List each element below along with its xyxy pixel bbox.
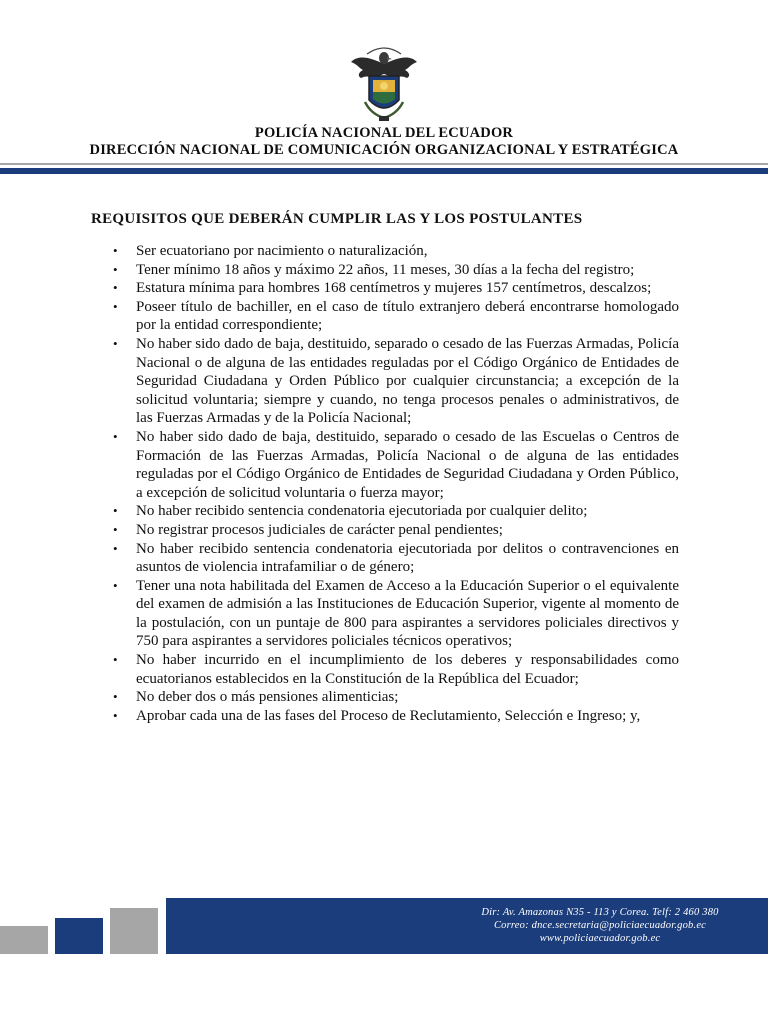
requirement-item	[91, 707, 679, 726]
requirement-text: No deber dos o más pensiones alimenticias;	[136, 689, 399, 706]
bullet-icon: •	[113, 689, 118, 705]
requirement-item	[91, 688, 679, 707]
bullet-icon: •	[113, 577, 118, 593]
requirement-item	[91, 577, 679, 651]
requirement-item	[91, 279, 679, 298]
requirement-text: No haber recibido sentencia condenatoria ejecutoriada por delitos o contravenciones en asuntos de violencia intrafamiliar o de género;	[136, 540, 679, 576]
footer-address: Dir: Av. Amazonas N35 - 113 y Corea. Telf: 2 460 380	[481, 907, 719, 918]
bullet-icon: •	[113, 243, 118, 258]
department-title: DIRECCIÓN NACIONAL DE COMUNICACIÓN ORGANIZACIONAL Y ESTRATÉGICA	[89, 142, 679, 158]
requirement-item	[91, 521, 679, 540]
requirement-item	[91, 335, 679, 428]
footer-square-blue	[55, 918, 103, 954]
bullet-icon: •	[113, 707, 118, 723]
header-divider-thick	[0, 168, 768, 174]
bullet-icon: •	[113, 298, 118, 314]
requirement-text: Tener una nota habilitada del Examen de Acceso a la Educación Superior o el equivalente del examen de admisión a las Instituciones de Educación Superior, vigente al momento de la postulación, con un puntaje de 800 para aspirantes a servidores policiales directivos y 750 para aspirantes a servidores policiales técnicos operativos;	[136, 577, 679, 650]
requirement-text: No haber recibido sentencia condenatoria ejecutoriada por cualquier delito;	[136, 503, 588, 520]
header-divider-thin	[0, 163, 768, 165]
requirement-text: No registrar procesos judiciales de carácter penal pendientes;	[136, 521, 503, 538]
bullet-icon: •	[113, 652, 118, 668]
bullet-icon: •	[113, 503, 118, 519]
requirement-text: No haber sido dado de baja, destituido, separado o cesado de las Escuelas o Centros de Formación de las Fuerzas Armadas, Policía Nacional o de alguna de las entidades reguladas por el Código Orgánico de Entidades de Seguridad Ciudadana y Orden Público, a excepción de solicitud voluntaria o fuerza mayor;	[136, 428, 679, 501]
bullet-icon: •	[113, 261, 118, 277]
footer-website: www.policiaecuador.gob.ec	[539, 933, 661, 944]
requirements-list	[91, 242, 679, 725]
police-coat-of-arms-icon	[349, 44, 419, 124]
footer-email: Correo: dnce.secretaria@policiaecuador.gob.ec	[493, 920, 707, 931]
requirement-item	[91, 651, 679, 688]
requirement-item	[91, 502, 679, 521]
requirement-item	[91, 261, 679, 280]
requirement-item	[91, 242, 679, 261]
footer-square-gray	[0, 926, 48, 954]
requirement-item	[91, 540, 679, 577]
requirement-text: Ser ecuatoriano por nacimiento o naturalización,	[136, 243, 428, 259]
requirement-item	[91, 298, 679, 335]
bullet-icon: •	[113, 335, 118, 351]
requirement-text: Estatura mínima para hombres 168 centímetros y mujeres 157 centímetros, descalzos;	[136, 280, 652, 297]
requirement-item	[91, 428, 679, 502]
footer-square-gray-tall	[110, 908, 158, 954]
bullet-icon: •	[113, 540, 118, 556]
institution-title: POLICÍA NACIONAL DEL ECUADOR	[254, 125, 514, 141]
bullet-icon: •	[113, 280, 118, 296]
requirement-text: Poseer título de bachiller, en el caso de título extranjero deberá encontrarse homologado por la entidad correspondiente;	[136, 298, 679, 334]
requirement-text: Tener mínimo 18 años y máximo 22 años, 11 meses, 30 días a la fecha del registro;	[136, 261, 635, 278]
bullet-icon: •	[113, 428, 118, 444]
requirements-heading: REQUISITOS QUE DEBERÁN CUMPLIR LAS Y LOS POSTULANTES	[91, 211, 583, 227]
bullet-icon: •	[113, 521, 118, 537]
requirement-text: Aprobar cada una de las fases del Proceso de Reclutamiento, Selección e Ingreso; y,	[136, 707, 641, 724]
requirement-text: No haber sido dado de baja, destituido, separado o cesado de las Fuerzas Armadas, Policía Nacional o de alguna de las entidades reguladas por el Código Orgánico de Entidades de Seguridad Ciudadana y Orden Público por cualquier circunstancia; a excepción de la solicitud voluntaria; siempre y cuando, no tenga procesos penales o administrativos, de las Fuerzas Armadas y de la Policía Nacional;	[136, 335, 679, 427]
requirement-text: No haber incurrido en el incumplimiento de los deberes y responsabilidades como ecuatorianos establecidos en la Constitución de la República del Ecuador;	[136, 652, 679, 687]
